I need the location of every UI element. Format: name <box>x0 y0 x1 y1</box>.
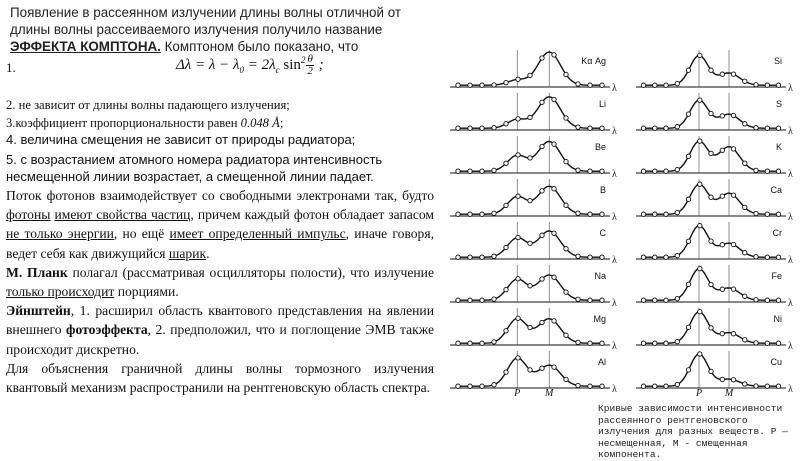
data-point <box>504 370 508 374</box>
data-point <box>528 73 532 77</box>
data-point <box>743 294 747 298</box>
paragraph-planck: М. Планк полагал (рассматривая осцилляторы полости), что излучение только происходит порциями. <box>6 264 434 300</box>
data-point <box>776 298 780 302</box>
data-point <box>641 169 645 173</box>
data-point <box>576 168 580 172</box>
data-point <box>664 212 668 216</box>
data-point <box>686 368 690 372</box>
data-point <box>576 340 580 344</box>
data-point <box>653 212 657 216</box>
data-point <box>492 254 496 258</box>
data-point <box>653 298 657 302</box>
data-point <box>504 161 508 165</box>
data-point <box>653 384 657 388</box>
data-point <box>720 331 724 335</box>
element-label: Al <box>597 357 606 367</box>
data-point <box>504 80 508 84</box>
data-point <box>641 126 645 130</box>
data-point <box>709 151 713 155</box>
data-point <box>600 169 604 173</box>
data-point <box>765 255 769 259</box>
m-label: M <box>545 388 554 399</box>
data-point <box>709 68 713 72</box>
data-point <box>480 298 484 302</box>
data-point <box>698 266 702 270</box>
data-point <box>552 365 556 369</box>
spectrum-curve <box>458 97 602 129</box>
data-point <box>653 169 657 173</box>
data-point <box>698 309 702 313</box>
data-point <box>552 97 556 101</box>
element-label: S <box>775 99 782 109</box>
data-point <box>765 83 769 87</box>
data-point <box>731 242 735 246</box>
data-point <box>564 247 568 251</box>
data-point <box>528 325 532 329</box>
data-point <box>516 316 520 320</box>
data-point <box>456 212 460 216</box>
data-point <box>564 377 568 381</box>
data-point <box>552 319 556 323</box>
lambda-axis-label: λ <box>612 298 617 309</box>
data-point <box>653 341 657 345</box>
data-point <box>754 255 758 259</box>
data-point <box>686 68 690 72</box>
data-point <box>754 341 758 345</box>
data-point <box>468 255 472 259</box>
data-point <box>456 341 460 345</box>
data-point <box>686 282 690 286</box>
compton-spectra-figure <box>440 40 792 450</box>
data-point <box>588 126 592 130</box>
figure-caption: Кривые зависимости интенсивности рассеянного рентгеновского излучения для разных веществ. P — несмещенная, M - смещенная компонента. <box>598 403 788 460</box>
lambda-axis-label: λ <box>612 212 617 223</box>
element-label: Na <box>594 271 606 281</box>
element-label: C <box>599 228 606 238</box>
data-point <box>664 384 668 388</box>
data-point <box>540 320 544 324</box>
data-point <box>675 210 679 214</box>
lambda-axis-label: λ <box>788 341 793 352</box>
data-point <box>552 53 556 57</box>
data-point <box>588 298 592 302</box>
data-point <box>456 169 460 173</box>
paragraph-bremsstrahlung: Для объяснения граничной длины волны тормозного излучения квантовый механизм распространили на рентгеновскую область спектра. <box>6 360 434 396</box>
lambda-axis-label: λ <box>612 384 617 395</box>
data-point <box>675 339 679 343</box>
data-point <box>540 56 544 60</box>
header-term: ЭФФЕКТА КОМПТОНА. <box>10 39 161 54</box>
data-point <box>731 72 735 76</box>
m-label: M <box>724 388 734 399</box>
data-point <box>720 194 724 198</box>
data-point <box>588 83 592 87</box>
data-point <box>754 168 758 172</box>
data-point <box>492 168 496 172</box>
element-label: Ca <box>770 185 782 195</box>
data-point <box>754 298 758 302</box>
data-point <box>492 211 496 215</box>
data-point <box>731 287 735 291</box>
data-point <box>776 341 780 345</box>
data-point <box>540 233 544 237</box>
data-point <box>600 384 604 388</box>
data-point <box>492 297 496 301</box>
data-point <box>480 83 484 87</box>
item-4: 4. величина смещения не зависит от природы радиатора; <box>6 132 356 147</box>
header-text: Появление в рассеянном излучении длины волны отличной от длины волны рассеиваемого излучения получило название <box>10 5 401 37</box>
data-point <box>720 148 724 152</box>
data-point <box>720 114 724 118</box>
data-point <box>468 126 472 130</box>
data-point <box>492 126 496 130</box>
data-point <box>564 290 568 294</box>
lambda-axis-label: λ <box>612 341 617 352</box>
data-point <box>641 384 645 388</box>
data-point <box>664 83 668 87</box>
data-point <box>698 53 702 57</box>
data-point <box>588 212 592 216</box>
element-label: Cu <box>770 357 782 367</box>
element-label: Kα Ag <box>581 56 606 66</box>
data-point <box>456 298 460 302</box>
lambda-axis-label: λ <box>788 255 793 266</box>
data-point <box>516 277 520 281</box>
data-point <box>641 83 645 87</box>
data-point <box>675 81 679 85</box>
data-point <box>480 212 484 216</box>
data-point <box>588 255 592 259</box>
data-point <box>765 169 769 173</box>
data-point <box>480 384 484 388</box>
paragraph-photons: Поток фотонов взаимодействует со свободными электронами так, будто фотоны имеют свойства частиц, причем каждый фотон обладает запасом не только энергии, но ещё имеет определенный импульс, иначе говоря, ведет себя как движущийся шарик. <box>6 188 435 261</box>
data-point <box>698 223 702 227</box>
data-point <box>641 255 645 259</box>
data-point <box>686 154 690 158</box>
data-point <box>765 212 769 216</box>
data-point <box>776 212 780 216</box>
data-point <box>743 161 747 165</box>
data-point <box>468 169 472 173</box>
data-point <box>528 198 532 202</box>
data-point <box>675 253 679 257</box>
lambda-axis-label: λ <box>788 83 793 94</box>
data-point <box>492 340 496 344</box>
data-point <box>528 368 532 372</box>
data-point <box>564 203 568 207</box>
lambda-axis-label: λ <box>788 298 793 309</box>
data-point <box>720 243 724 247</box>
lambda-axis-label: λ <box>788 384 793 395</box>
data-point <box>743 122 747 126</box>
data-point <box>576 297 580 301</box>
data-point <box>754 126 758 130</box>
paragraph-einstein: Эйнштейн, 1. расширил область квантового представления на явлении внешнего фотоэффекта, 2. предположил, что и поглощение ЭМВ также происходит дискретно. <box>6 303 434 357</box>
data-point <box>540 277 544 281</box>
data-point <box>720 287 724 291</box>
data-point <box>776 83 780 87</box>
data-point <box>698 182 702 186</box>
data-point <box>504 245 508 249</box>
data-point <box>528 115 532 119</box>
data-point <box>576 125 580 129</box>
element-label: Mg <box>593 314 606 324</box>
data-point <box>776 384 780 388</box>
data-point <box>456 83 460 87</box>
data-point <box>600 212 604 216</box>
data-point <box>456 126 460 130</box>
data-point <box>743 205 747 209</box>
data-point <box>743 79 747 83</box>
data-point <box>675 125 679 129</box>
data-point <box>600 255 604 259</box>
data-point <box>720 72 724 76</box>
data-point <box>564 159 568 163</box>
data-point <box>552 275 556 279</box>
data-point <box>552 187 556 191</box>
data-point <box>675 296 679 300</box>
data-point <box>776 255 780 259</box>
data-point <box>600 341 604 345</box>
data-point <box>468 298 472 302</box>
spectrum-curve <box>644 141 779 171</box>
element-label: Li <box>598 99 606 109</box>
data-point <box>698 98 702 102</box>
data-point <box>468 83 472 87</box>
data-point <box>588 384 592 388</box>
data-point <box>540 366 544 370</box>
data-point <box>743 251 747 255</box>
data-point <box>540 100 544 104</box>
data-point <box>480 126 484 130</box>
data-point <box>641 341 645 345</box>
data-point <box>765 298 769 302</box>
data-point <box>600 126 604 130</box>
data-point <box>743 338 747 342</box>
data-point <box>516 235 520 239</box>
data-point <box>641 298 645 302</box>
data-point <box>528 284 532 288</box>
data-point <box>664 341 668 345</box>
item-2: 2. не зависит от длины волны падающего излучения; <box>6 98 290 112</box>
lambda-axis-label: λ <box>612 169 617 180</box>
data-point <box>492 83 496 87</box>
item-5: 5. с возрастанием атомного номера радиатора интенсивность несмещенной линии возрастает, а смещенной линии падает. <box>6 152 383 184</box>
data-point <box>709 369 713 373</box>
data-point <box>686 239 690 243</box>
data-point <box>480 255 484 259</box>
data-point <box>492 383 496 387</box>
data-point <box>504 122 508 126</box>
data-point <box>564 72 568 76</box>
data-point <box>686 197 690 201</box>
data-point <box>754 384 758 388</box>
data-point <box>564 116 568 120</box>
item-1-number: 1. <box>6 60 16 75</box>
data-point <box>731 193 735 197</box>
data-point <box>731 378 735 382</box>
data-point <box>664 298 668 302</box>
data-point <box>709 239 713 243</box>
data-point <box>468 384 472 388</box>
data-point <box>765 341 769 345</box>
data-point <box>576 254 580 258</box>
element-label: Fe <box>771 271 782 281</box>
data-point <box>664 126 668 130</box>
lambda-axis-label: λ <box>788 169 793 180</box>
data-point <box>480 169 484 173</box>
lambda-axis-label: λ <box>612 83 617 94</box>
data-point <box>516 117 520 121</box>
header-text-end: Комптоном было показано, что <box>160 39 359 54</box>
data-point <box>504 203 508 207</box>
data-point <box>552 231 556 235</box>
data-point <box>754 83 758 87</box>
data-point <box>675 382 679 386</box>
data-point <box>516 194 520 198</box>
data-point <box>731 147 735 151</box>
data-point <box>686 112 690 116</box>
data-point <box>456 255 460 259</box>
data-point <box>504 287 508 291</box>
data-point <box>516 153 520 157</box>
data-point <box>564 333 568 337</box>
data-point <box>765 384 769 388</box>
data-point <box>653 83 657 87</box>
data-point <box>664 169 668 173</box>
data-point <box>480 341 484 345</box>
data-point <box>686 325 690 329</box>
data-point <box>516 356 520 360</box>
coefficient-value: 0.048 Å <box>240 116 280 130</box>
lambda-axis-label: λ <box>788 212 793 223</box>
data-point <box>576 383 580 387</box>
compton-formula: $\Delta\lambda = \lambda - \lambda_0 = 2\lambda_c$ $\sin^2$ $\frac{\theta}{2}$ ; <box>176 53 324 77</box>
item-3: 3.коэффициент пропорциональности равен 0.048 Å; <box>6 116 284 130</box>
data-point <box>588 341 592 345</box>
data-point <box>576 211 580 215</box>
data-point <box>709 195 713 199</box>
lambda-axis-label: λ <box>612 255 617 266</box>
data-point <box>709 282 713 286</box>
main-text <box>6 186 434 397</box>
data-point <box>698 352 702 356</box>
data-point <box>552 142 556 146</box>
data-point <box>653 126 657 130</box>
data-point <box>698 139 702 143</box>
data-point <box>731 332 735 336</box>
spectrum-curve <box>458 318 602 343</box>
element-label: Si <box>773 56 782 66</box>
p-label: P <box>695 388 703 399</box>
data-point <box>528 241 532 245</box>
element-label: Cr <box>772 228 782 238</box>
data-point <box>456 384 460 388</box>
data-point <box>653 255 657 259</box>
p-label: P <box>514 388 521 399</box>
data-point <box>641 212 645 216</box>
data-point <box>576 82 580 86</box>
element-label: Be <box>594 142 606 152</box>
data-point <box>588 169 592 173</box>
lambda-axis-label: λ <box>788 126 793 137</box>
data-point <box>540 144 544 148</box>
data-point <box>731 113 735 117</box>
data-point <box>776 169 780 173</box>
data-point <box>504 329 508 333</box>
data-point <box>516 77 520 81</box>
data-point <box>776 126 780 130</box>
data-point <box>675 167 679 171</box>
data-point <box>754 211 758 215</box>
data-point <box>468 212 472 216</box>
element-label: B <box>599 185 606 195</box>
data-point <box>664 255 668 259</box>
data-point <box>600 298 604 302</box>
data-point <box>765 126 769 130</box>
data-point <box>743 382 747 386</box>
data-point <box>720 377 724 381</box>
data-point <box>528 156 532 160</box>
data-point <box>600 83 604 87</box>
lambda-axis-label: λ <box>612 126 617 137</box>
element-label: Ni <box>773 314 782 324</box>
slide-header <box>10 4 430 54</box>
data-point <box>709 111 713 115</box>
data-point <box>540 189 544 193</box>
element-label: K <box>775 142 782 152</box>
data-point <box>709 326 713 330</box>
data-point <box>468 341 472 345</box>
